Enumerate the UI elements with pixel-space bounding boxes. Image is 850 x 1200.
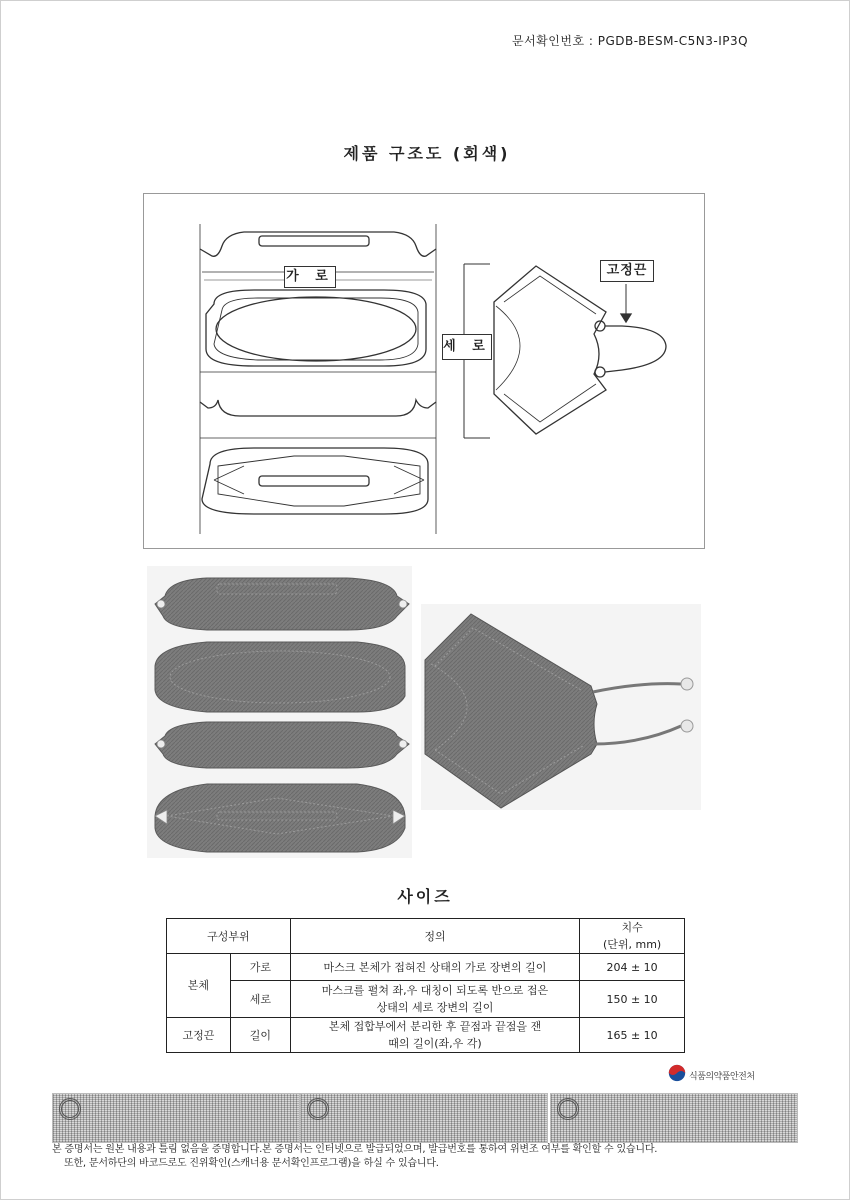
definition-width: 마스크 본체가 접혀진 상태의 가로 장변의 길이: [290, 954, 579, 981]
side-mask-photo: [421, 604, 701, 810]
value-width: 204 ± 10: [580, 954, 685, 981]
table-header-row: [167, 919, 685, 954]
structure-title: 제품 구조도 (회색): [343, 144, 511, 163]
mask-line-drawing: [144, 194, 704, 548]
barcode-3: [550, 1093, 798, 1143]
part-height: 세로: [230, 981, 290, 1018]
footer-line-2: 또한, 문서하단의 바코드로도 진위확인(스캐너용 문서확인프로그램)을 하실 수 있습니다.: [64, 1158, 439, 1169]
mask-photos-flat: [147, 566, 412, 858]
table-row: [167, 954, 685, 981]
definition-length-line1: 본체 접합부에서 분리한 후 끝점과 끝점을 잰: [328, 1020, 542, 1033]
barcode-marker-icon: [307, 1098, 329, 1120]
header-dim-unit: (단위, mm): [602, 938, 662, 951]
group-strap: 고정끈: [167, 1018, 231, 1053]
height-label: 세 로: [442, 334, 492, 360]
definition-length: [290, 1018, 579, 1053]
definition-height-line2: 상태의 세로 장변의 길이: [376, 1001, 494, 1014]
agency-name: 식품의약품안전처: [689, 1072, 755, 1082]
size-title: 사이즈: [397, 887, 453, 906]
definition-length-line2: 때의 길이(좌,우 각): [388, 1037, 482, 1050]
definition-height: [290, 981, 579, 1018]
table-row: [167, 981, 685, 1018]
width-label: 가 로: [284, 266, 336, 288]
header-dim-label: 치수: [621, 921, 643, 934]
strap-label: 고정끈: [600, 260, 654, 282]
header-part: 구성부위: [167, 919, 291, 954]
part-width: 가로: [230, 954, 290, 981]
barcode-2: [300, 1093, 548, 1143]
agency-logo-icon: [668, 1064, 686, 1082]
barcode-marker-icon: [557, 1098, 579, 1120]
structure-diagram: [143, 193, 705, 549]
group-body: 본체: [167, 954, 231, 1018]
certificate-footer: [52, 1143, 812, 1171]
barcode-marker-icon: [59, 1098, 81, 1120]
document-number: 문서확인번호 : PGDB-BESM-C5N3-IP3Q: [512, 34, 749, 48]
mask-photo-side: [421, 604, 701, 810]
value-height: 150 ± 10: [580, 981, 685, 1018]
size-table: [166, 918, 685, 1053]
footer-line-1: 본 증명서는 원본 내용과 틀림 없음을 증명합니다.본 증명서는 인터넷으로 발급되었으며, 발급번호를 통하여 위변조 여부를 확인할 수 있습니다.: [52, 1144, 658, 1155]
table-row: [167, 1018, 685, 1053]
part-length: 길이: [230, 1018, 290, 1053]
definition-height-line1: 마스크를 펼쳐 좌,우 대칭이 되도록 반으로 접은: [321, 984, 549, 997]
header-definition: 정의: [290, 919, 579, 954]
header-dimension: [580, 919, 685, 954]
flat-mask-photo: [147, 566, 412, 858]
value-length: 165 ± 10: [580, 1018, 685, 1053]
barcode-1: [52, 1093, 300, 1143]
